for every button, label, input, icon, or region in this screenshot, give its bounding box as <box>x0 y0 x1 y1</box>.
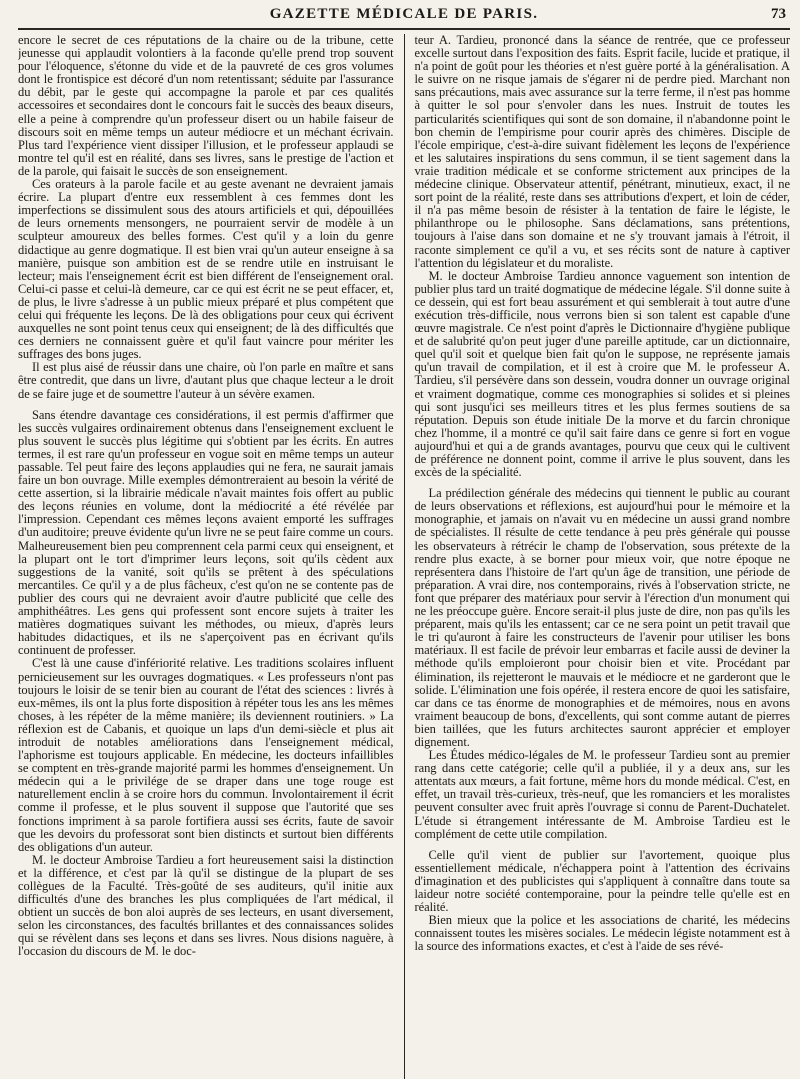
paragraph: C'est là une cause d'infériorité relative. Les traditions scolaires influent pernicieusement sur les ouvrages dogmatiques. « Les professeurs n'ont pas toujours le loisir de se tenir bien au courant de l'état des sciences : livrés à eux-mêmes, ils ont la plus forte disposition à répéter tous les ans les mêmes choses, à les répéter de la même manière; ils deviennent routiniers. » La réflexion est de Cabanis, et quoique un laps d'un demi-siècle et plus ait introduit de notables améliorations dans l'enseignement médical, l'aphorisme est toujours applicable. En médecine, les docteurs infaillibles se comptent en très-grande majorité parmi les hommes d'enseignement. Un médecin qui a le privilége de se draper dans une toge rouge est naturellement enclin à se croire hors du commun. Involontairement il écrit comme il professe, et le plus souvent il suppose que l'autorité que ses fonctions impriment à sa parole fortifiera aussi ses écrits, faute de savoir que les devoirs du professorat sont bien distincts et surtout bien différents des obligations d'un auteur. <box>18 656 394 854</box>
paragraph: Sans étendre davantage ces considérations, il est permis d'affirmer que les succès vulgaires ordinairement obtenus dans l'enseignement excluent le plus souvent le succès plus légitime qui s'obtient par les écrits. En autres termes, il est rare qu'un professeur en vogue soit en même temps un auteur passable. Tel peut faire des leçons applaudies qui ne fera, ne saurait jamais faire un bon ouvrage. Mille exemples démontreraient au besoin la vérité de cette assertion, si la librairie médicale n'avait maintes fois offert au public des leçons réunies en volume, dont la médiocrité a été révélée par l'impression. Cependant ces mêmes leçons avaient emporté les suffrages d'un auditoire; preuve évidente qu'un livre ne se peut faire comme un cours. Malheureusement bien peu comprennent cela parmi ceux qui enseignent, et la plupart ont le tort d'imprimer leurs leçons, soit qu'ils cèdent aux suggestions de la vanité, soit qu'ils se prêtent à des spéculations mercantiles. Ce qu'il y a de plus fâcheux, c'est qu'on ne se contente pas de publier des cours qui ne devraient avoir d'autre publicité que celle des amphithéâtres. Les gens qui professent sont encore sujets à traiter les matières dogmatiques suivant les méthodes, ou mieux, d'après leurs habitudes didactiques, et ils ne s'aperçoivent pas en écrivant qu'ils continuent de professer. <box>18 407 394 658</box>
paragraph: teur A. Tardieu, prononcé dans la séance de rentrée, que ce professeur excelle surtout dans l'exposition des faits. Esprit facile, lucide et pratique, il n'a point de goût pour les théories et n'est guère porté à la généralisation. A le suivre on ne risque jamais de s'égarer ni de perdre pied. Marchant non sans précautions, mais avec assurance sur la terre ferme, il n'est pas homme à quitter le sol pour s'envoler dans les nues. Instruit de toutes les particularités scientifiques qui sont de son domaine, il n'abandonne point le bon chemin de l'empirisme pour courir après des chimères. Disciple de l'école empirique, c'est-à-dire suivant fidèlement les leçons de l'expérience et les salutaires inspirations du sens commun, il se tient sagement dans la vraie tradition médicale et se conforme strictement aux principes de la médecine clinique. Observateur attentif, pénétrant, minutieux, exact, il ne sort point de la réalité, reste dans ses attributions d'expert, et loin de céder, il n'a pas même besoin de résister à la tentation de faire le légiste, le philanthrope ou le philosophe. Sans déclamations, sans prétentions, toujours à l'aise dans son domaine et ne s'y trouvant jamais à l'étroit, il raconte simplement ce qu'il a vu, et ses récits sont de nature à captiver l'attention du législateur et du moraliste. <box>414 34 790 270</box>
paragraph: encore le secret de ces réputations de la chaire ou de la tribune, cette jeunesse qui applaudit volontiers à la faconde qu'elle prend trop souvent pour l'éloquence, s'étonne du vide et de la pauvreté de ces gros volumes dont le frontispice est décoré d'un nom retentissant; séduite par l'assurance du débit, par le geste qui accompagne la parole et par ces qualités accessoires et secondaires dont le concours fait le succès des beaux diseurs, elle a peine à comprendre qu'un professeur disert ou un habile faiseur de discours soit en même temps un auteur médiocre et un méchant écrivain. Plus tard l'expérience vient dissiper l'illusion, et le professeur applaudi se montre tel qu'il est en réalité, dans ses livres, sans le prestige de l'action et de la parole, qui faisait le succès de son enseignement. <box>18 34 394 178</box>
paragraph: M. le docteur Ambroise Tardieu annonce vaguement son intention de publier plus tard un traité dogmatique de médecine légale. S'il donne suite à ce dessein, qui est fort beau assurément et qui semblerait à tout autre d'une exécution très-difficile, nous verrons bien si son talent est capable d'une œuvre magistrale. Ce n'est point d'après le Dictionnaire d'hygiène publique et de salubrité qu'on peut juger d'une pareille aptitude, car un dictionnaire, quel qu'il soit et quelque bien fait qu'on le suppose, ne représente jamais qu'un travail de compilation, et il est à croire que M. le professeur A. Tardieu, s'il persévère dans son dessein, voudra donner un ouvrage original et vraiment dogmatique, comme ces monographies si solides et si pleines qui sont jusqu'ici ses meilleurs titres et les plus fermes soutiens de sa réputation. Depuis son étude initiale De la morve et du farcin chronique chez l'homme, il a montré ce qu'il sait faire dans ce genre si fort en vogue aujourd'hui et qui a de grands avantages, pourvu que ceux qui le cultivent de préférence ne donnent point, comme il arrive le plus souvent, dans les excès de la spécialité. <box>414 268 790 480</box>
left-column <box>18 34 394 1079</box>
page-number: 73 <box>771 6 786 22</box>
paragraph: M. le docteur Ambroise Tardieu a fort heureusement saisi la distinction et la différence, et c'est par là qu'il se distingue de la plupart de ses collègues de la Faculté. Très-goûté de ses auditeurs, qu'il initie aux difficultés d'une des branches les plus compliquées de l'art médical, il obtient un succès de bon aloi auprès de ses lecteurs, en usant diversement, selon les circonstances, des facultés brillantes et des connaissances solides qui se révèlent dans ses leçons et dans ses livres. Nous disions naguère, à l'occasion du discours de M. le doc- <box>18 852 394 959</box>
page-header <box>18 2 790 30</box>
journal-title: GAZETTE MÉDICALE DE PARIS. <box>269 6 539 22</box>
paragraph: Ces orateurs à la parole facile et au geste avenant ne devraient jamais écrire. La plupart d'entre eux ressemblent à ces femmes dont les imperfections se dissimulent sous des atours artificiels et qui, dépouillées de leurs ornements mensongers, ne pourraient servir de modèle à un sculpteur amoureux des belles formes. C'est qu'il y a loin du genre didactique au genre dogmatique. Il est bien vrai qu'un auteur enseigne à sa manière, puisque son ambition est de se rendre utile en instruisant le lecteur; mais l'enseignement écrit est bien différent de l'enseignement oral. Celui-ci passe et celui-là demeure, car ce qui est écrit ne se peut effacer, et, de plus, le livre s'adresse à un public mieux préparé et plus compétent que celui qui fréquente les leçons. De là des obligations pour ceux qui écrivent auxquelles ne sont point tenus ceux qui enseignent; de là des difficultés que ces derniers ne connaissent guère et qu'il faut vaincre pour mériter les suffrages des bons juges. <box>18 177 394 362</box>
right-column <box>414 34 790 1079</box>
column-divider <box>404 34 405 1079</box>
paragraph: Celle qu'il vient de publier sur l'avortement, quoique plus essentiellement médicale, n'échappera point à l'attention des écrivains d'imagination et des publicistes qui s'appliquent à connaître dans toute sa laideur notre société contemporaine, pour la peindre telle qu'elle est en réalité. <box>414 847 790 915</box>
paragraph: Il est plus aisé de réussir dans une chaire, où l'on parle en maître et sans être contredit, que dans un livre, d'autant plus que chaque lecteur a le droit de se faire juge et de soumettre l'auteur à un sévère examen. <box>18 360 394 401</box>
paragraph: La prédilection générale des médecins qui tiennent le public au courant de leurs observations et réflexions, est aujourd'hui pour le mémoire et la monographie, et jamais on n'avait vu en médecine un aussi grand nombre de spécialistes. Il résulte de cette tendance à peu près générale qui pousse les observateurs à rétrécir le champ de l'observation, sous prétexte de la rendre plus exacte, à se borner pour mieux voir, que notre époque ne représentera dans l'histoire de l'art qu'un âge de transition, une période de préparation. A vrai dire, nos contemporains, rivés à l'observation stricte, ne font que préparer des matériaux pour servir à l'érection d'un monument qui ne les préoccupe guère. Encore serait-il plus juste de dire, non pas qu'ils les préparent, mais qu'ils les entassent; car ce ne sera point un petit travail que le tri qu'auront à faire les constructeurs de l'avenir pour utiliser les bons matériaux. Il est facile de prévoir leur embarras et facile aussi de deviner la méthode qu'ils emploieront pour choisir bien et vite. Procédant par élimination, ils rejetteront le mauvais et le médiocre et ne garderont que le solide. L'élimination une fois opérée, il restera encore de quoi les satisfaire, car dans ce tas énorme de monographies et de mémoires, nous en avons vraiment beaucoup de bons, d'excellents, qui sont comme autant de pierres bien taillées, que les futurs architectes sauront apprécier et employer dignement. <box>414 486 790 749</box>
paragraph: Les Études médico-légales de M. le professeur Tardieu sont au premier rang dans cette catégorie; celle qu'il a publiée, il y a deux ans, sur les attentats aux mœurs, a fait fortune, même hors du monde médical. C'est, en effet, un travail très-curieux, très-neuf, que les romanciers et les moralistes peuvent consulter avec fruit après l'ouvrage si connu de Parent-Duchatelet. L'étude si étrangement intéressante de M. Ambroise Tardieu est le complément de cette utile compilation. <box>414 748 790 841</box>
text-columns <box>18 34 790 1079</box>
paragraph: Bien mieux que la police et les associations de charité, les médecins connaissent toutes les misères sociales. Le médecin légiste notamment est à la source des informations exactes, et c'est à l'aide de ses révé- <box>414 913 790 954</box>
